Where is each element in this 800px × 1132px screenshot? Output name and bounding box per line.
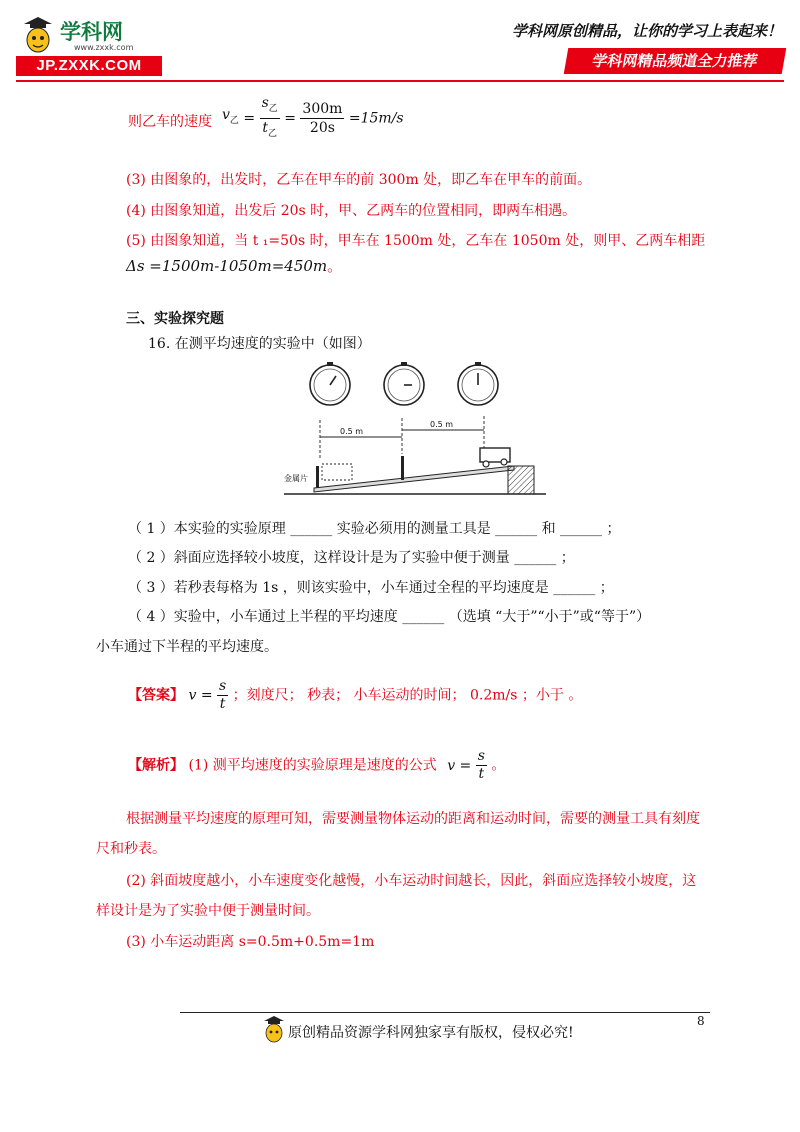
solution-item-5: (5) 由图象知道，当 t ₁=50s 时，甲车在 1500m 处，乙车在 1050m 处，则甲、乙两车相距 xyxy=(126,233,706,249)
answer-label: 【答案】 xyxy=(128,687,184,704)
t-symbol: t xyxy=(262,119,268,136)
logo-name: 学科网 xyxy=(60,20,123,44)
stopwatch-icon xyxy=(458,362,498,405)
v-symbol: v xyxy=(222,107,230,124)
distance-label-2: 0.5 m xyxy=(430,420,454,429)
footer-copyright: 原创精品资源学科网独家享有版权，侵权必究! xyxy=(288,1025,574,1041)
speed-formula: $v_乙$ = $\frac{s_乙}{t_乙}$ = $\frac{300m}{20s}$ =15m/s xyxy=(222,95,404,139)
analysis-p4: (3) 小车运动距离 s=0.5m+0.5m=1m xyxy=(126,934,375,950)
analysis-line-1 xyxy=(128,748,505,788)
analysis-p1-end: 。 xyxy=(491,757,506,774)
header-divider xyxy=(16,80,784,82)
logo-url: www.zxxk.com xyxy=(74,43,134,52)
midpoint-marker xyxy=(401,456,404,480)
question-part-4: （ 4 ）实验中，小车通过上半程的平均速度 ______ （选填 “大于”“小于”或“等于”） xyxy=(128,609,651,625)
speed-prefix: 则乙车的速度 xyxy=(128,114,212,130)
fraction-denominator: 20s xyxy=(309,119,335,136)
support-block xyxy=(508,466,534,494)
fraction-numerator: 300m xyxy=(302,100,343,117)
question-part-1: （ 1 ）本实验的实验原理 ______ 实验必须用的测量工具是 ______ 和 ______ ； xyxy=(128,521,621,537)
question-16-stem: 16. 在测平均速度的实验中（如图） xyxy=(148,336,371,352)
analysis-p3-cont: 样设计是为了实验中便于测量时间。 xyxy=(96,903,320,919)
mascot-icon xyxy=(18,14,58,54)
solution-item-3: (3) 由图象的，出发时，乙车在甲车的前 300m 处，即乙车在甲车的前面。 xyxy=(126,172,592,188)
channel-banner[interactable]: 学科网精品频道全力推荐 xyxy=(564,48,787,74)
analysis-label: 【解析】 xyxy=(128,757,184,774)
analysis-p2-cont: 尺和秒表。 xyxy=(96,841,166,857)
answer-line xyxy=(128,678,582,718)
analysis-formula-den: t xyxy=(478,766,485,782)
incline-ramp xyxy=(314,466,514,492)
answer-formula-num: s xyxy=(219,678,227,694)
metal-plate-label: 金属片 xyxy=(284,474,308,483)
analysis-formula-num: s xyxy=(477,748,485,764)
cart-ghost xyxy=(322,464,352,480)
s-symbol: s xyxy=(261,95,269,111)
metal-plate xyxy=(316,466,319,488)
question-part-2: （ 2 ）斜面应选择较小坡度，这样设计是为了实验中便于测量 ______ ； xyxy=(128,550,575,566)
cart-icon xyxy=(480,448,510,467)
stopwatch-icon xyxy=(384,362,424,405)
delta-s-end: 。 xyxy=(327,257,343,275)
analysis-p2: 根据测量平均速度的原理可知，需要测量物体运动的距离和运动时间，需要的测量工具有刻度 xyxy=(126,811,700,827)
speed-result: =15m/s xyxy=(348,110,404,127)
solution-item-5-formula xyxy=(126,256,342,276)
section-title: 三、实验探究题 xyxy=(126,311,224,327)
footer-divider xyxy=(180,1012,710,1013)
page-number: 8 xyxy=(697,1014,705,1028)
analysis-formula-lhs: v = xyxy=(447,757,472,774)
header-slogan: 学科网原创精品，让你的学习上表起来！ xyxy=(512,22,783,40)
answer-text: ；刻度尺； 秒表； 小车运动的时间； 0.2m/s ；小于 。 xyxy=(232,687,583,704)
analysis-p3: (2) 斜面坡度越小，小车速度变化越慢，小车运动时间越长，因此，斜面应选择较小坡度，这 xyxy=(126,873,697,889)
experiment-figure xyxy=(284,360,546,500)
s-subscript: 乙 xyxy=(268,103,278,114)
v-subscript: 乙 xyxy=(229,116,239,127)
question-part-4-cont: 小车通过下半程的平均速度。 xyxy=(96,639,278,655)
stopwatch-icon xyxy=(310,362,350,405)
site-logo[interactable] xyxy=(16,14,162,76)
answer-formula-den: t xyxy=(219,696,226,712)
analysis-p1: (1) 测平均速度的实验原理是速度的公式 xyxy=(188,757,437,774)
solution-item-4: (4) 由图象知道，出发后 20s 时，甲、乙两车的位置相同，即两车相遇。 xyxy=(126,203,577,219)
answer-formula-lhs: v = xyxy=(188,687,213,704)
delta-s-formula: Δs =1500m-1050m=450m xyxy=(126,257,328,275)
footer-mascot-icon xyxy=(262,1014,286,1044)
question-part-3: （ 3 ）若秒表每格为 1s ，则该实验中，小车通过全程的平均速度是 ______ ； xyxy=(128,580,614,596)
t-subscript: 乙 xyxy=(267,128,277,139)
distance-label-1: 0.5 m xyxy=(340,427,364,436)
logo-banner: JP.ZXXK.COM xyxy=(16,56,162,76)
